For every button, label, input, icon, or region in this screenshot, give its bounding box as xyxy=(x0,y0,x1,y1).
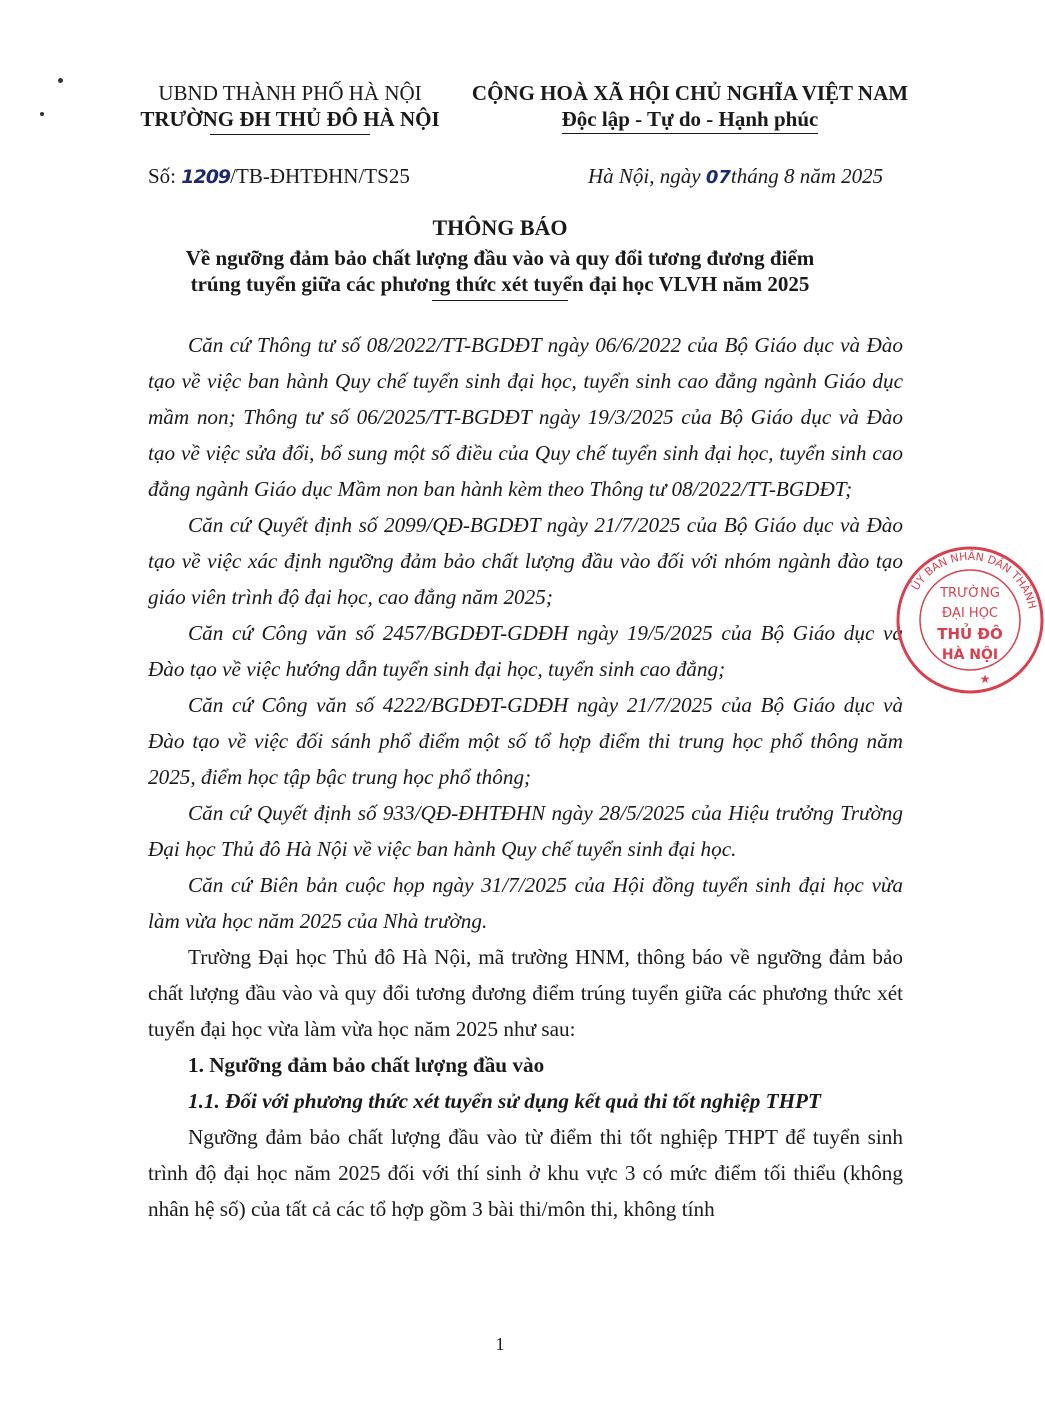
scan-speck xyxy=(40,112,44,116)
document-date xyxy=(588,164,883,189)
basis-paragraph: Căn cứ Thông tư số 08/2022/TT-BGDĐT ngày 06/6/2022 của Bộ Giáo dục và Đào tạo về việc ban hành Quy chế tuyển sinh đại học, tuyển sinh cao đẳng ngành Giáo dục mầm non; Thông tư số 06/2025/TT-BGDĐT ngày 19/3/2025 của Bộ Giáo dục và Đào tạo về việc sửa đổi, bổ sung một số điều của Quy chế tuyển sinh đại học, tuyển sinh cao đẳng ngành Giáo dục Mầm non ban hành kèm theo Thông tư 08/2022/TT-BGDĐT; xyxy=(148,333,903,501)
announcement-paragraph: Trường Đại học Thủ đô Hà Nội, mã trường HNM, thông báo về ngưỡng đảm bảo chất lượng đầu vào và quy đổi tương đương điểm trúng tuyển giữa các phương thức xét tuyển đại học vừa làm vừa học năm 2025 như sau: xyxy=(148,945,903,1041)
date-handwritten-day: 07 xyxy=(705,167,731,188)
stamp-line-3: THỦ ĐÔ xyxy=(937,625,1003,643)
stamp-ring-text: ỦY BAN NHÂN DÂN THÀNH xyxy=(908,549,1039,611)
subsection-heading: 1.1. Đối với phương thức xét tuyển sử dụng kết quả thi tốt nghiệp THPT xyxy=(188,1089,821,1113)
issuer-underline xyxy=(210,134,370,135)
basis-paragraph: Căn cứ Công văn số 4222/BGDĐT-GDĐH ngày 21/7/2025 của Bộ Giáo dục và Đào tạo về việc đối sánh phổ điểm một số tổ hợp điểm thi trung học phổ thông năm 2025, điểm học tập bậc trung học phổ thông; xyxy=(148,693,903,789)
title-underline xyxy=(432,300,568,301)
subtitle-line-1: Về ngưỡng đảm bảo chất lượng đầu vào và quy đổi tương đương điểm xyxy=(185,246,815,270)
date-prefix: Hà Nội, ngày xyxy=(588,164,706,188)
document-body xyxy=(148,327,903,1227)
country-name: CỘNG HOÀ XÃ HỘI CHỦ NGHĨA VIỆT NAM xyxy=(471,81,909,105)
motto: Độc lập - Tự do - Hạnh phúc xyxy=(562,106,819,134)
basis-paragraph: Căn cứ Quyết định số 2099/QĐ-BGDĐT ngày 21/7/2025 của Bộ Giáo dục và Đào tạo về việc xác định ngưỡng đảm bảo chất lượng đầu vào đối với nhóm ngành đào tạo giáo viên trình độ đại học, cao đẳng năm 2025; xyxy=(148,513,903,609)
page-title: THÔNG BÁO xyxy=(432,215,568,240)
scan-speck xyxy=(58,78,63,83)
basis-paragraph: Căn cứ Biên bản cuộc họp ngày 31/7/2025 của Hội đồng tuyển sinh đại học vừa làm vừa học năm 2025 của Nhà trường. xyxy=(148,873,903,933)
page-number: 1 xyxy=(495,1334,505,1354)
date-suffix: tháng 8 năm 2025 xyxy=(730,164,884,188)
school-seal-stamp xyxy=(895,545,1045,695)
doc-number-handwritten: 1209 xyxy=(181,166,231,188)
issuer-authority: UBND THÀNH PHỐ HÀ NỘI xyxy=(158,81,422,105)
stamp-line-4: HÀ NỘI xyxy=(941,647,999,663)
issuer-school: TRƯỜNG ĐH THỦ ĐÔ HÀ NỘI xyxy=(140,107,440,131)
basis-paragraph: Căn cứ Công văn số 2457/BGDĐT-GDĐH ngày 19/5/2025 của Bộ Giáo dục và Đào tạo về việc hướng dẫn tuyển sinh đại học, tuyển sinh cao đẳng; xyxy=(148,621,903,681)
subtitle-line-2: trúng tuyển giữa các phương thức xét tuyển đại học VLVH năm 2025 xyxy=(190,272,810,296)
basis-paragraph: Căn cứ Quyết định số 933/QĐ-ĐHTĐHN ngày 28/5/2025 của Hiệu trưởng Trường Đại học Thủ đô Hà Nội về việc ban hành Quy chế tuyển sinh đại học. xyxy=(148,801,903,861)
doc-number-suffix: /TB-ĐHTĐHN/TS25 xyxy=(230,164,410,188)
section-heading: 1. Ngưỡng đảm bảo chất lượng đầu vào xyxy=(188,1053,545,1077)
stamp-line-1: TRƯỜNG xyxy=(940,586,1000,601)
issuer-block xyxy=(130,80,450,132)
page-subtitle xyxy=(140,245,860,297)
national-motto-block xyxy=(452,80,928,134)
document-number xyxy=(148,164,410,189)
stamp-star-icon: ★ xyxy=(979,672,991,686)
body-paragraph: Ngưỡng đảm bảo chất lượng đầu vào từ điểm thi tốt nghiệp THPT để tuyển sinh trình độ đại học năm 2025 đối với thí sinh ở khu vực 3 có mức điểm tối thiểu (không nhân hệ số) của tất cả các tổ hợp gồm 3 bài thi/môn thi, không tính xyxy=(148,1125,903,1221)
doc-number-prefix: Số: xyxy=(148,164,182,188)
stamp-line-2: ĐẠI HỌC xyxy=(941,606,999,621)
